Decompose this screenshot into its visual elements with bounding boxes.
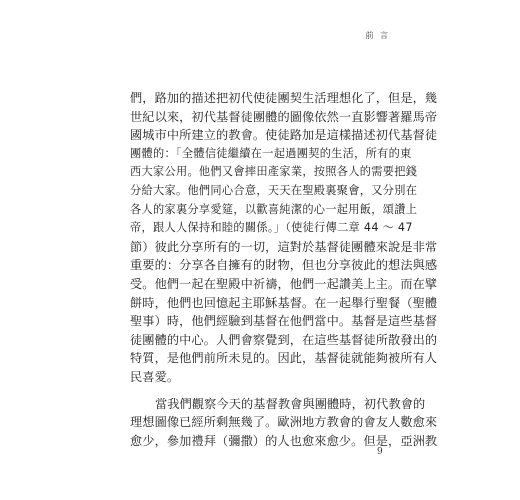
text-line: 民喜愛。 bbox=[130, 369, 180, 384]
text-line: 餅時，他們也回憶起主耶穌基督。在一起舉行聖餐（聖體 bbox=[130, 295, 438, 310]
quote-line: 分給大家。他們同心合意，天天在聖殿裏聚會，又分別在 bbox=[130, 183, 418, 197]
text-line: 愈少，參加禮拜（彌撒）的人也愈來愈少。但是，亞洲教 bbox=[130, 433, 438, 448]
quote-line: 團體的：「全體信徒繼續在一起過團契的生活，所有的東 bbox=[130, 146, 412, 160]
text-line: 受。他們一起在聖殿中祈禱，他們一起讚美上主。而在擘 bbox=[130, 276, 438, 291]
running-header: 前 言 bbox=[365, 31, 390, 40]
text-line: 聖事）時，他們經驗到基督在他們當中。基督是這些基督 bbox=[130, 314, 438, 329]
text-line: 們，路加的描述把初代使徒團契生活理想化了，但是，幾 bbox=[130, 91, 438, 105]
body-text bbox=[130, 89, 438, 450]
page-number: 9 bbox=[377, 447, 383, 457]
paragraph-first-line: 當我們觀察今天的基督教會與團體時，初代教會的 bbox=[155, 396, 426, 411]
text-line: 國城市中所建立的教會。使徒路加是這樣描述初代基督徒 bbox=[130, 128, 438, 143]
quote-line: 各人的家裏分享愛筵，以歡喜純潔的心一起用飯，頌讚上 bbox=[130, 202, 418, 216]
text-line: 重要的：分享各自擁有的財物，但也分享彼此的想法與感 bbox=[130, 258, 438, 273]
paragraph-gap bbox=[130, 387, 394, 395]
text-line: 節）彼此分享所有的一切，這對於基督徒團體來說是非常 bbox=[130, 239, 438, 254]
quote-line: 帝，跟人人保持和睦的關係。」（使徒行傳二章 44 ～ 47 bbox=[130, 221, 413, 235]
text-line: 理想圖像已經所剩無幾了。歐洲地方教會的會友人數愈來 bbox=[130, 415, 438, 430]
text-line: 特質，是他們前所未見的。因此，基督徒就能夠被所有人 bbox=[130, 351, 438, 366]
text-line: 徒團體的中心。人們會察覺到，在這些基督徒所散發出的 bbox=[130, 332, 438, 347]
quote-line: 西大家公用。他們又會摔田產家業，按照各人的需要把錢 bbox=[130, 165, 418, 179]
text-line: 世紀以來，初代基督徒團體的圖像依然一直影響著羅馬帝 bbox=[130, 109, 438, 124]
